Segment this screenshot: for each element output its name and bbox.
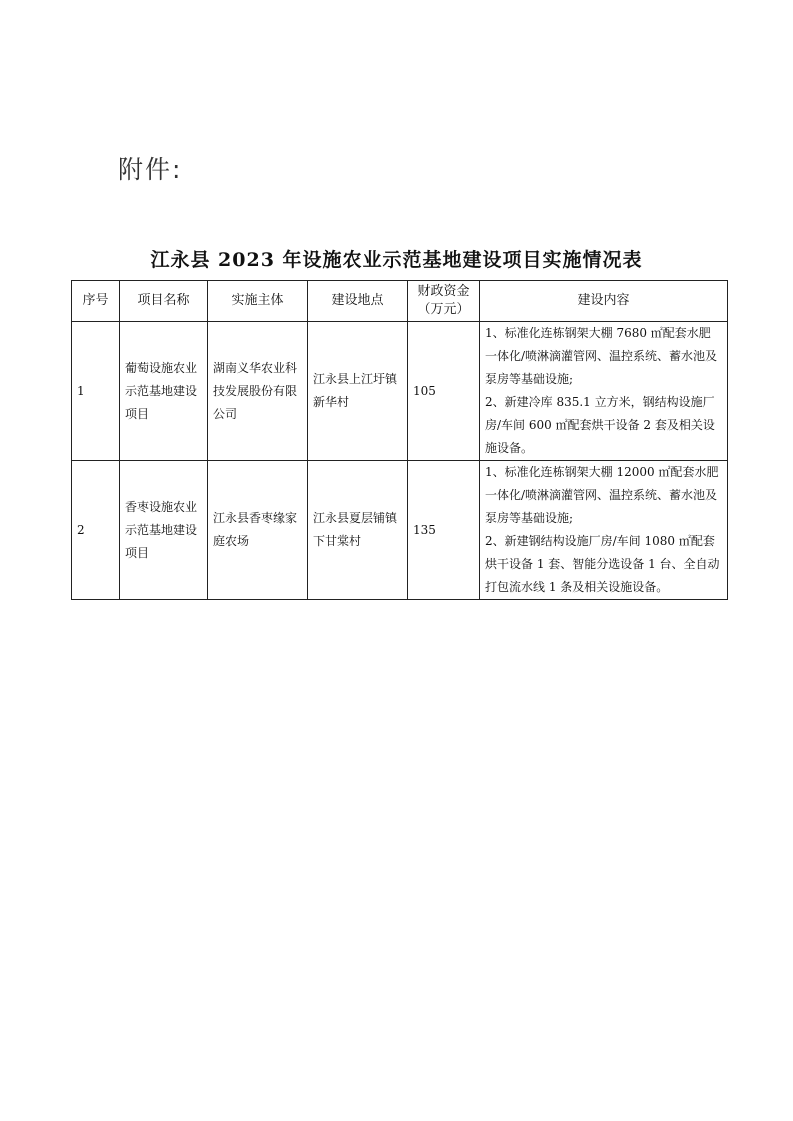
header-funding	[408, 281, 480, 322]
content-item: 1、标准化连栋钢架大棚 7680 ㎡配套水肥一体化/喷淋滴灌管网、温控系统、蓄水池及泵房等基础设施;	[485, 326, 718, 386]
header-funding-line1: 财政资金	[417, 284, 470, 299]
cell-index: 2	[72, 461, 120, 600]
header-content: 建设内容	[480, 281, 728, 322]
header-entity: 实施主体	[208, 281, 308, 322]
header-name: 项目名称	[120, 281, 208, 322]
content-item: 1、标准化连栋钢架大棚 12000 ㎡配套水肥一体化/喷淋滴灌管网、温控系统、蓄水池及泵房等基础设施;	[485, 465, 719, 525]
cell-location: 江永县上江圩镇新华村	[308, 322, 408, 461]
header-index: 序号	[72, 281, 120, 322]
table-row	[72, 322, 728, 461]
cell-funding: 135	[408, 461, 480, 600]
cell-name: 葡萄设施农业示范基地建设项目	[120, 322, 208, 461]
header-location: 建设地点	[308, 281, 408, 322]
cell-content	[480, 461, 728, 600]
cell-name: 香枣设施农业示范基地建设项目	[120, 461, 208, 600]
cell-entity: 湖南义华农业科技发展股份有限公司	[208, 322, 308, 461]
header-funding-line2: （万元）	[417, 302, 470, 317]
cell-entity: 江永县香枣缘家庭农场	[208, 461, 308, 600]
attachment-label: 附件:	[118, 155, 183, 184]
document-title: 江永县 2023 年设施农业示范基地建设项目实施情况表	[150, 249, 643, 271]
cell-content	[480, 322, 728, 461]
cell-index: 1	[72, 322, 120, 461]
table-header-row	[72, 281, 728, 322]
cell-funding: 105	[408, 322, 480, 461]
cell-location: 江永县夏层铺镇下甘棠村	[308, 461, 408, 600]
content-item: 2、新建冷库 835.1 立方米，钢结构设施厂房/车间 600 ㎡配套烘干设备 2 套及相关设施设备。	[485, 395, 715, 455]
content-item: 2、新建钢结构设施厂房/车间 1080 ㎡配套烘干设备 1 套、智能分选设备 1 台、全自动打包流水线 1 条及相关设施设备。	[485, 534, 720, 594]
table-row	[72, 461, 728, 600]
projects-table	[71, 280, 728, 600]
